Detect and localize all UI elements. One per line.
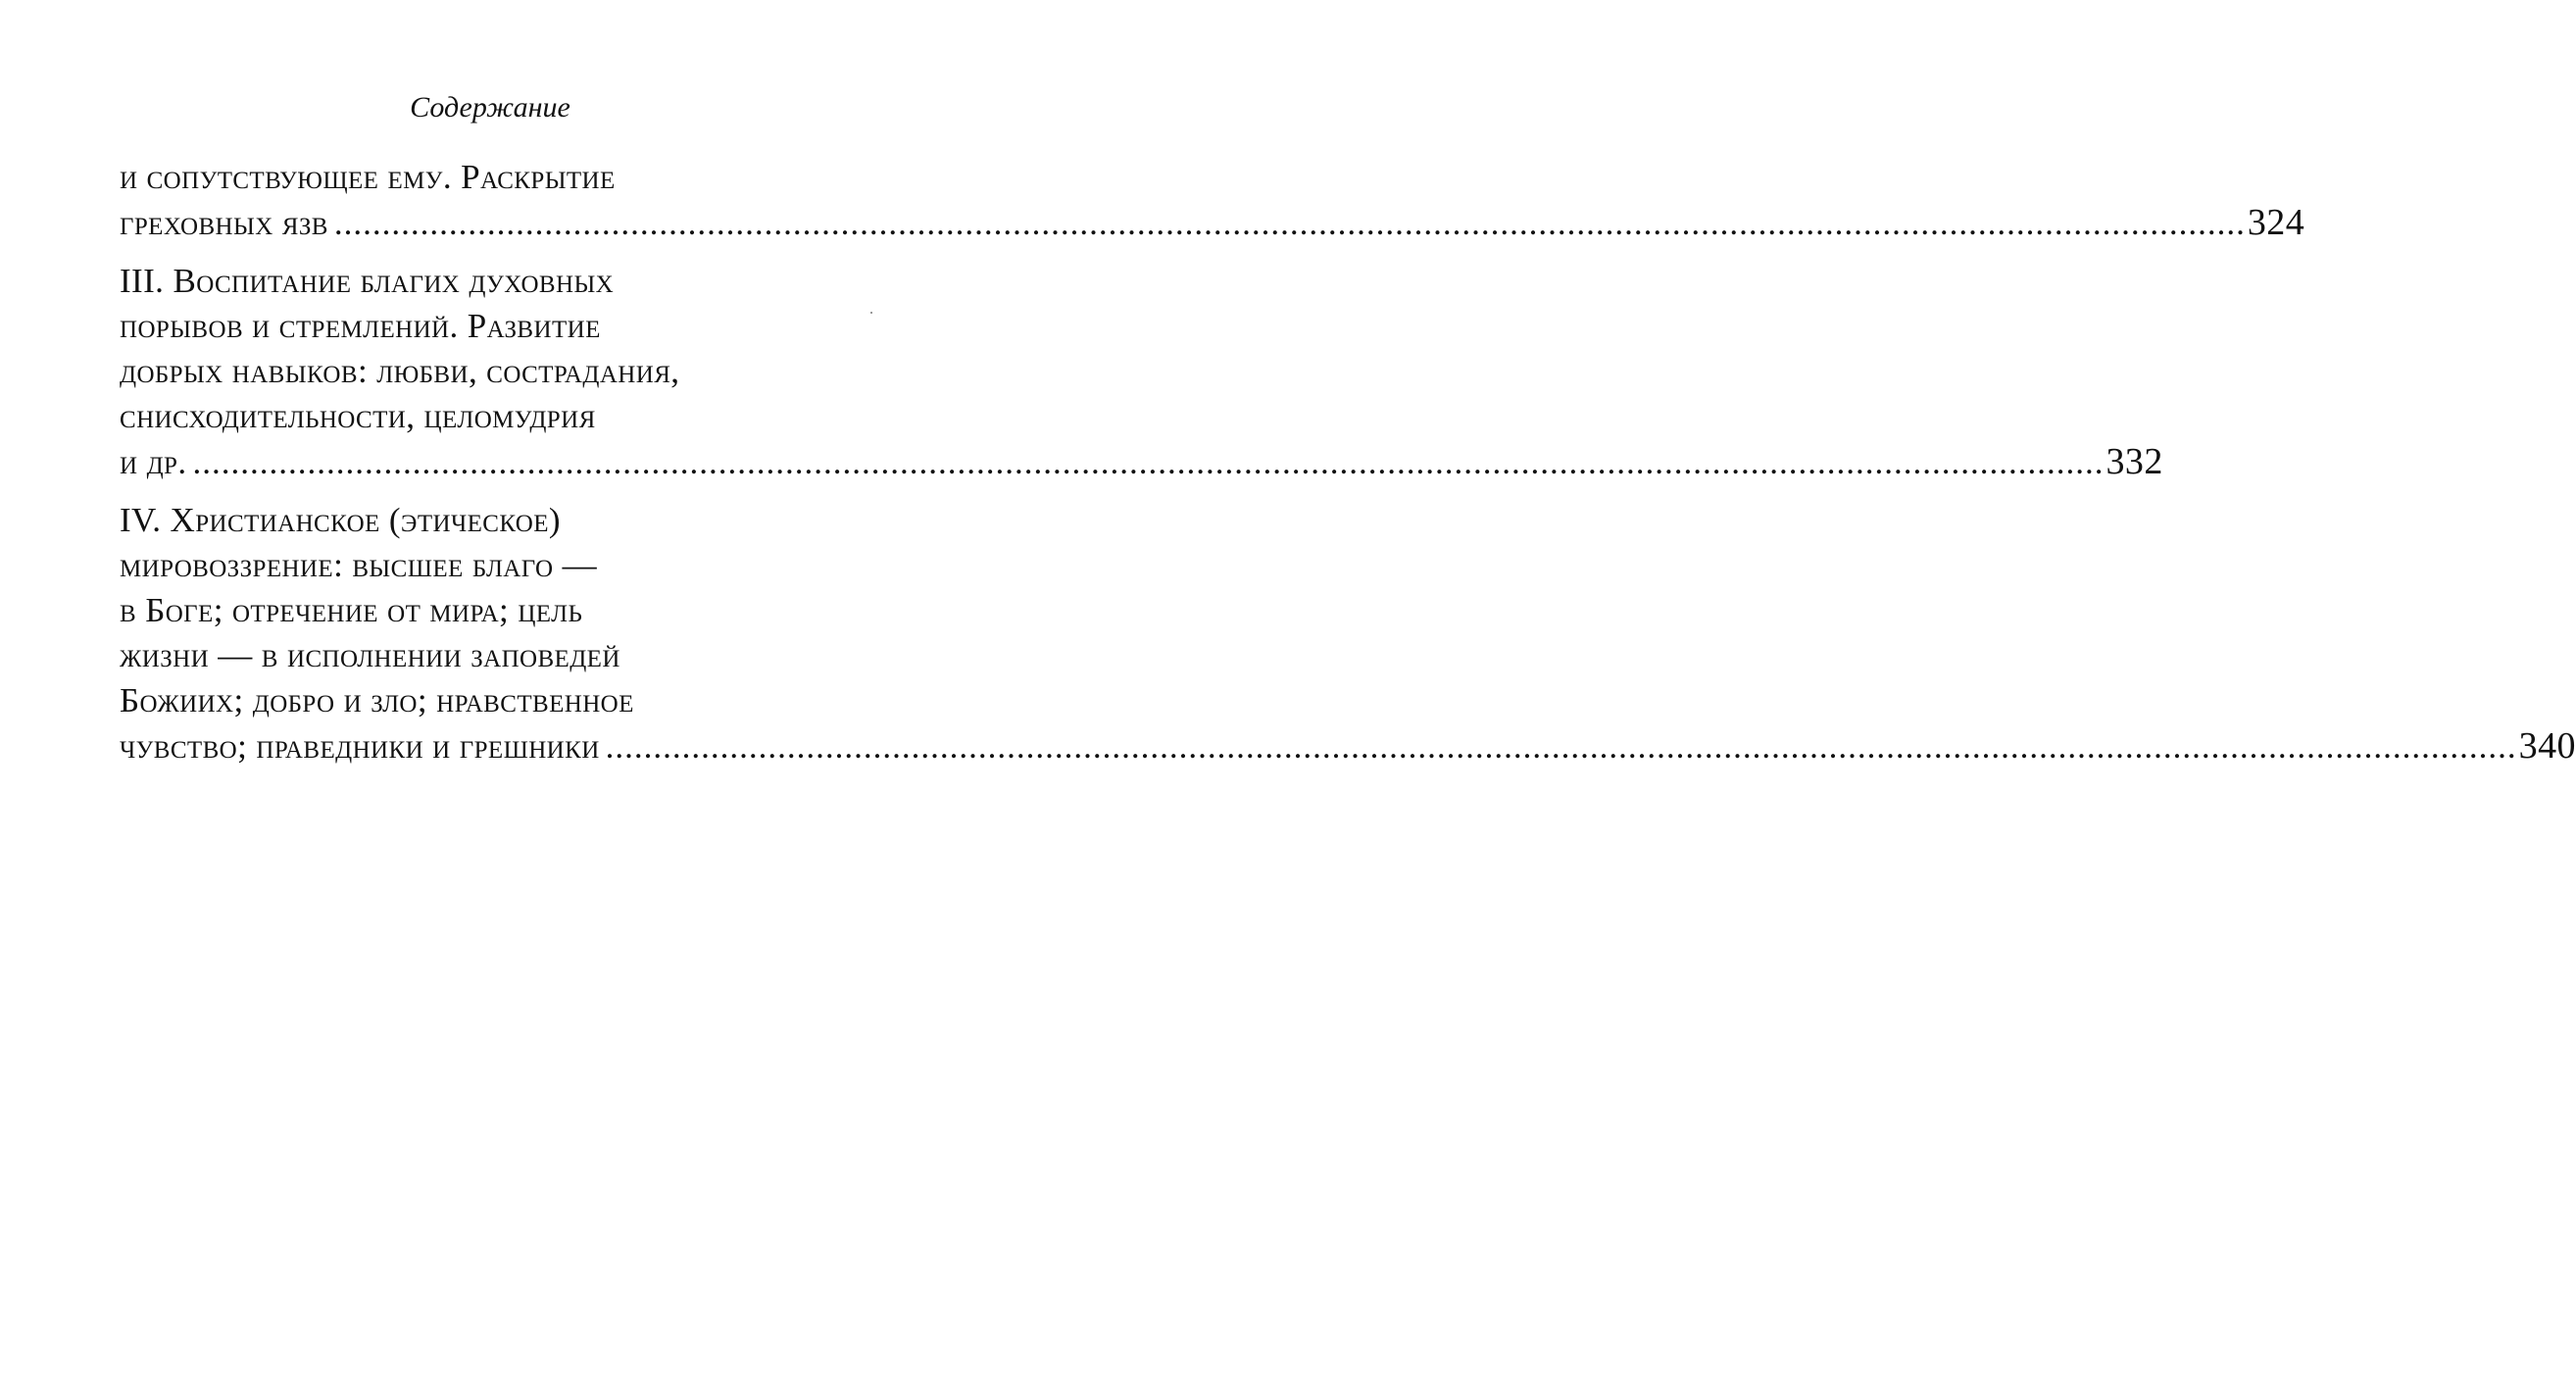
toc-entry-line: добрых навыков: любви, сострадания,: [120, 352, 680, 390]
table-of-contents: [120, 155, 2576, 776]
toc-entry-line: мировоззрение: высшее благо —: [120, 546, 597, 584]
toc-entry-line: греховных язв: [120, 204, 328, 242]
toc-entry: [120, 259, 2163, 484]
toc-entry-line: чувство; праведники и грешники: [120, 727, 600, 766]
toc-page-number: 332: [2105, 441, 2163, 482]
toc-entry-last-line: [120, 200, 2305, 245]
toc-entry-last-line: [120, 723, 2576, 768]
toc-page-number: 340: [2518, 725, 2576, 767]
toc-entry-line: III. Воспитание благих духовных: [120, 262, 615, 300]
scan-speck: [870, 312, 872, 314]
dot-leader: ........................................................................................................................................................................................................: [605, 727, 2517, 766]
dot-leader: ........................................................................................................................................................................................................: [192, 443, 2105, 481]
toc-entry-line: IV. Христианское (этическое): [120, 501, 561, 539]
running-head: Содержание: [410, 91, 570, 124]
toc-entry-line: снисходительности, целомудрия: [120, 397, 596, 435]
dot-leader: ........................................................................................................................................................................................................: [333, 204, 2246, 242]
toc-entry-line: в Боге; отречение от мира; цель: [120, 591, 583, 629]
toc-entry-line: и сопутствующее ему. Раскрытие: [120, 158, 616, 196]
toc-entry-last-line: [120, 439, 2163, 484]
toc-page-number: 324: [2247, 202, 2305, 243]
toc-entry-line: Божиих; добро и зло; нравственное: [120, 681, 634, 719]
toc-entry-line: и др.: [120, 443, 187, 481]
toc-entry-line: порывов и стремлений. Развитие: [120, 307, 601, 345]
toc-entry-line: жизни — в исполнении заповедей: [120, 636, 620, 674]
toc-entry: [120, 498, 2576, 768]
toc-entry: [120, 155, 2305, 245]
